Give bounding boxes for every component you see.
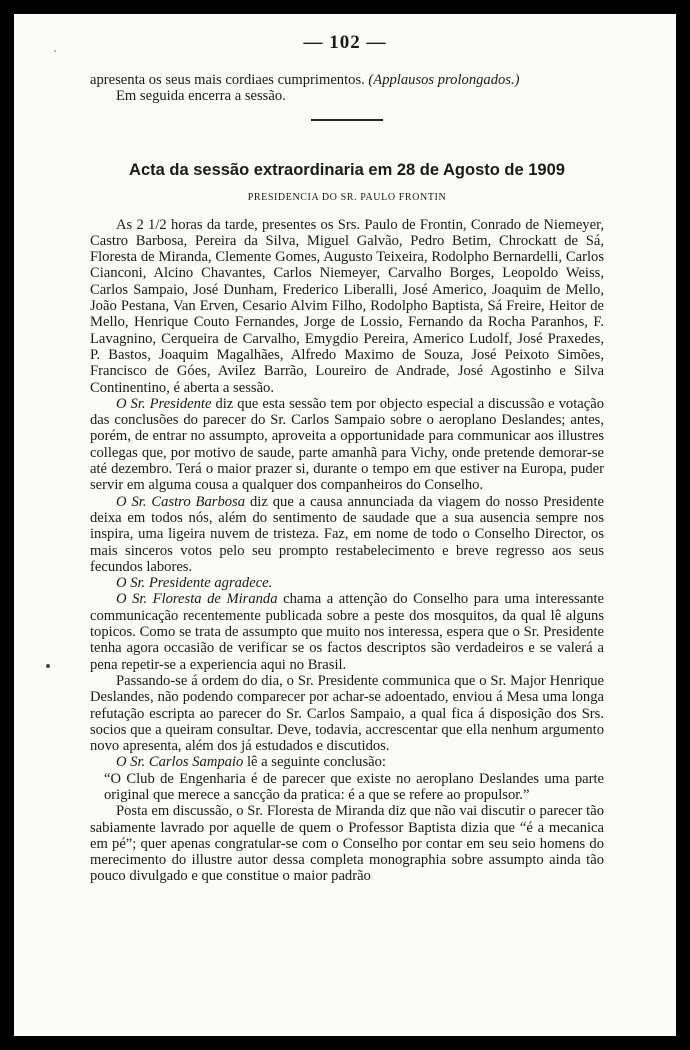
page-content	[90, 72, 604, 885]
speaker-name: O Sr. Castro Barbosa	[116, 493, 246, 510]
attendance-paragraph: As 2 1/2 horas da tarde, presentes os Srs. Paulo de Frontin, Conrado de Niemeyer, Castro Barbosa, Pereira da Silva, Miguel Galvão, Pedro Betim, Chrockatt de Sá, Floresta de Miranda, Clemente Gomes, Augusto Teixeira, Rodolpho Bernardelli, Carlos Cianconi, Alcino Chavantes, Carlos Niemeyer, Carvalho Borges, Leopoldo Weiss, Carlos Sampaio, José Dunham, Frederico Liberalli, José Americo, Joaquim de Mello, João Pestana, Van Erven, Cesario Alvim Filho, Rodolpho Baptista, Sá Freire, Heitor de Mello, Henrique Couto Fernandes, Jorge de Lossio, Fernando da Rocha Paranhos, F. Lavagnino, Cerqueira de Carvalho, Emygdio Pereira, Americo Ludolf, José Praxedes, P. Bastos, Joaquim Magalhães, Alfredo Maximo de Souza, José Peixoto Simões, Francisco de Góes, Avilez Barrão, Loureiro de Andrade, José Agostinho e Silva Continentino, é aberta a sessão.	[90, 216, 604, 396]
conclusion-quote: “O Club de Engenharia é de parecer que existe no aeroplano Deslandes uma parte original que merece a sancção da pratica: é a que se refere ao propulsor.”	[104, 770, 604, 803]
president-thanks	[90, 575, 604, 591]
paragraph-text: O Sr. Presidente agradece.	[116, 575, 273, 592]
order-of-day-paragraph: Passando-se á ordem do dia, o Sr. Presidente communica que o Sr. Major Henrique Deslandes, não podendo comparecer por achar-se adoentado, enviou á Mesa uma longa refutação escripta ao parecer do Sr. Carlos Sampaio, a qual fica á disposição dos Srs. socios que a queiram consultar. Deve, todavia, accrescentar que ella nenhum argumento novo apresenta, além dos já estudados e discutidos.	[90, 672, 604, 755]
paragraph-text: chama a attenção do Conselho para uma interessante communicação recentemente publicada sobre a peste dos mosquitos, da qual lê alguns topicos. Como se trata de assumpto que muito nos interessa, espera que o Sr. Presidente tenha agora occasião de verificar se os factos descriptos são verdadeiros e se valerá a pena repetir-se a experiencia aqui no Brasil.	[90, 591, 604, 673]
minutes-subtitle: PRESIDENCIA DO SR. PAULO FRONTIN	[247, 191, 447, 203]
speaker-name: O Sr. Floresta de Miranda	[116, 591, 278, 608]
castro-barbosa-paragraph	[90, 494, 604, 575]
paragraph-text: diz que a causa annunciada da viagem do nosso Presidente deixa em todos nós, além do sentimento de saudade que a sua ausencia sempre nos inspira, uma ligeira nuvem de tristeza. Faz, em nome de todo o Conselho Director, os mais sinceros votos pelo seu prompto restabelecimento e breve regresso aos seus fecundos labores.	[90, 493, 604, 575]
sampaio-paragraph	[90, 754, 604, 770]
applause-note: (Applausos prolongados.)	[368, 72, 520, 88]
ink-speck	[46, 664, 50, 668]
section-divider	[311, 119, 383, 121]
speaker-name: O Sr. Presidente	[116, 395, 212, 412]
document-page	[14, 14, 676, 1036]
discussion-paragraph: Posta em discussão, o Sr. Floresta de Miranda diz que não vai discutir o parecer tão sabiamente lavrado por aquelle de quem o Professor Baptista dizia que “é a mecanica em pé”; quer apenas congratular-se com o Conselho por contar em seu seio homens do merecimento do illustre autor dessa completa monographia sobre assumpto ainda tão pouco divulgado e que constitue o maior padrão	[90, 803, 604, 885]
president-paragraph	[90, 396, 604, 494]
closing-text: apresenta os seus mais cordiaes cumprimentos.	[90, 72, 369, 88]
paragraph-text: lê a seguinte conclusão:	[243, 754, 386, 771]
paragraph-text: diz que esta sessão tem por objecto especial a discussão e votação das conclusões do parecer do Sr. Carlos Sampaio sobre o aeroplano Deslandes; antes, porém, de entrar no assumpto, aproveita a opportunidade para communicar aos illustres collegas que, por motivo de saude, parte amanhã para Vichy, onde pretende demorar-se até dezembro. Terá o maior prazer si, durante o tempo em que estiver na Europa, puder servir em alguma cousa a qualquer dos companheiros do Conselho.	[90, 395, 604, 494]
session-closed-line: Em seguida encerra a sessão.	[116, 88, 286, 105]
minutes-title: Acta da sessão extraordinaria em 28 de Agosto de 1909	[129, 160, 565, 179]
floresta-paragraph	[90, 591, 604, 672]
closing-paragraph	[90, 72, 604, 88]
ink-speck	[54, 50, 56, 52]
speaker-name: O Sr. Carlos Sampaio	[116, 754, 244, 771]
page-number: — 102 —	[303, 32, 387, 53]
